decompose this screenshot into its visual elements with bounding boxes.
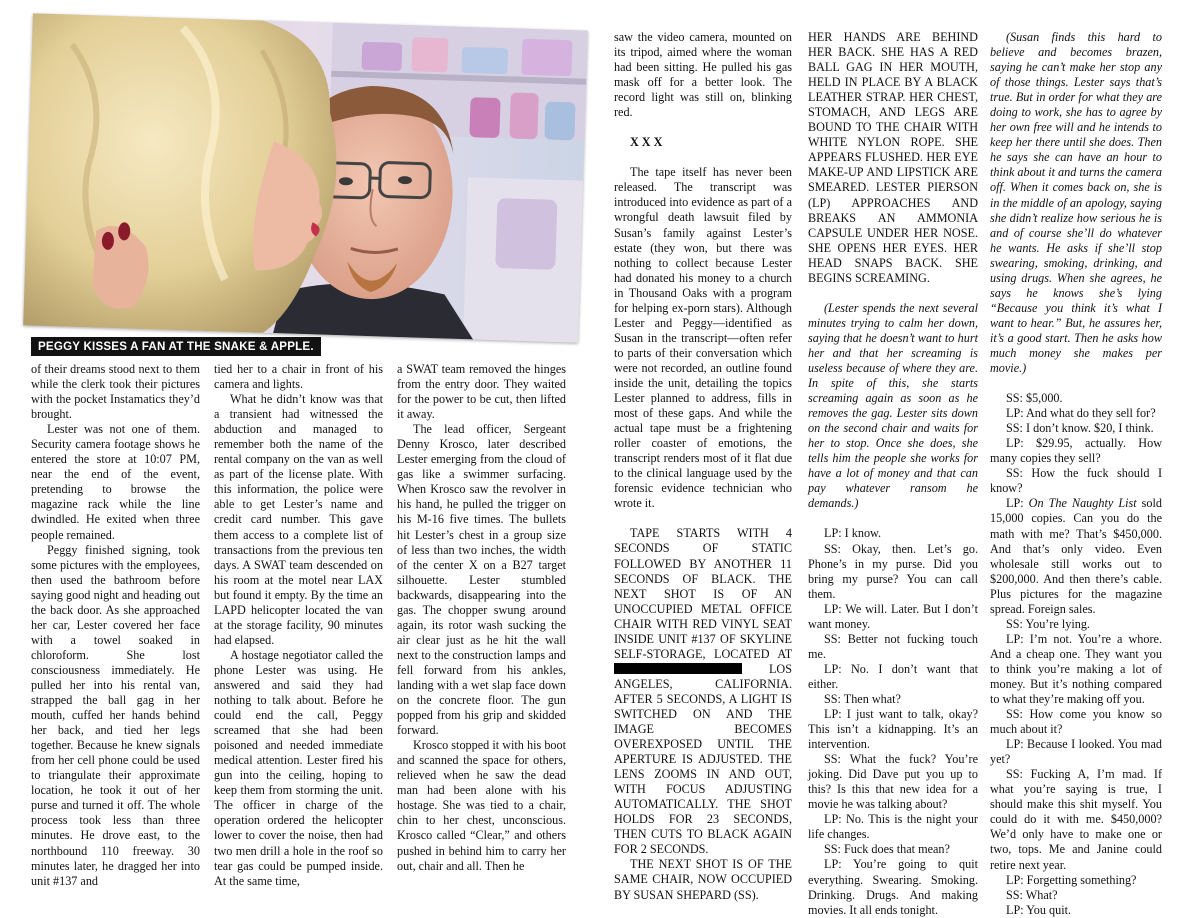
column-3 [397,362,566,824]
dialogue-line: LP: You quit. [990,903,1162,918]
dialogue-line: LP: And what do they sell for? [990,406,1162,421]
paragraph: What he didn’t know was that a transient had witnessed the abduction and managed to remember both the name of the rental company on the van as well as part of the license plate. With this information, the police were able to get Lester’s name and credit card number. This gave them access to a complete list of transactions from the previous ten days. A SWAT team descended on his room at the motel near LAX but found it empty. By the time an LAPD helicopter located the van at the storage facility, 90 minutes had elapsed. [214,392,383,648]
dialogue-line: LP: I know. [808,526,978,541]
dialogue-line: LP: Because I looked. You mad yet? [990,737,1162,767]
dialogue-line: LP: You’re going to quit everything. Swearing. Smoking. Drinking. Drugs. And making movies. It all ends tonight. [808,857,978,917]
transcript-summary: (Lester spends the next several minutes trying to calm her down, saying that he doesn’t want to hurt her and that her screaming is useless because of where they are. In spite of this, she starts screaming again as soon as he removes the gag. Lester sits down on the second chair and waits for her to stop. Once she does, she tells him the people she works for have a lot of money and that can pay whatever ransom he demands.) [808,301,978,512]
transcript-text: LOS ANGELES, CALIFORNIA. AFTER 5 SECONDS, A LIGHT IS SWITCHED ON AND THE IMAGE BECOMES OVEREXPOSED UNTIL THE APERTURE IS ADJUSTED. THE LENS ZOOMS IN AND OUT, WITH FOCUS ADJUSTING AUTOMATICALLY. THE SHOT HOLDS FOR 23 SECONDS, THEN CUTS TO BLACK AGAIN FOR 2 SECONDS. [614,662,792,857]
section-break: XXX [614,135,792,150]
dialogue-text: sold 15,000 copies. Can you do the math with me? That’s $450,000. And that’s only video. Even wholesale still works out to $200,000. And then there’s cable. Plus pictures for the magazine spread. Foreign sales. [990,496,1162,615]
paragraph: Krosco stopped it with his boot and scanned the space for others, relieved when he saw the dead man had been alone with his hostage. She was tied to a chair, chin to her chest, unconscious. Krosco called “Clear,” and others pushed in behind him to carry her out, chair and all. Then he [397,738,566,873]
dialogue-line: SS: Fucking A, I’m mad. If what you’re saying is true, I should make this shit myself. You could do it with me. $450,000? We’d only have to make one or two, tops. Me and Janine could retire next year. [990,767,1162,872]
redacted-address [614,663,742,674]
paragraph: The lead officer, Sergeant Denny Krosco, later described Lester emerging from the cloud of gas like a swimmer surfacing. When Krosco saw the revolver in his hand, he pulled the trigger on his M-16 five times. The bullets hit Lester’s chest in a group size of less than two inches, the width of the center X on a B27 target silhouette. Lester stumbled backwards, disappearing into the gas. The chopper swung around again, its rotor wash sucking the air clear just as he hit the wall next to the construction lamps and fell forward from his ankles, landing with a wet slap face down on the concrete floor. The gun popped from his grip and skidded forward. [397,422,566,738]
paragraph: tied her to a chair in front of his camera and lights. [214,362,383,392]
paragraph: Lester was not one of them. Security camera footage shows he entered the store at 10:07 PM, near the end of the event, pretending to browse the magazine rack while the line dwindled. He exited when three people remained. [31,422,200,542]
dialogue-line [990,496,1162,616]
dialogue-line: SS: Better not fucking touch me. [808,632,978,662]
dialogue-line: LP: $29.95, actually. How many copies they sell? [990,436,1162,466]
dialogue-line: LP: Forgetting something? [990,873,1162,888]
paragraph: Peggy finished signing, took some pictures with the employees, then used the bathroom before saying good night and heading out the back door. As she approached her car, Lester covered her face with a towel soaked in chloroform. She lost consciousness immediately. He pulled her into his rental van, strapped the ball gag in her mouth, cuffed her hands behind her back, and tied her legs together. Because he knew signals from her cell phone could be used to triangulate their approximate location, he took it out of her purse and turned it off. The whole process took less than three minutes. He drove east, to the northbound 110 freeway. 30 minutes later, he dragged her into unit #137 and [31,543,200,889]
movie-title: On The Naughty List [1029,496,1137,510]
dialogue-line: SS: Then what? [808,692,978,707]
speaker-label: LP: [1006,496,1029,510]
dialogue-line: SS: You’re lying. [990,617,1162,632]
paragraph: of their dreams stood next to them while the clerk took their pictures with the pocket Instamatics they’d brought. [31,362,200,422]
dialogue-line: SS: I don’t know. $20, I think. [990,421,1162,436]
photo-peggy-kissing-fan [23,13,588,342]
transcript-direction: THE NEXT SHOT IS OF THE SAME CHAIR, NOW OCCUPIED BY SUSAN SHEPARD (SS). [614,857,792,902]
dialogue-line: SS: Fuck does that mean? [808,842,978,857]
dialogue-line: SS: How come you know so much about it? [990,707,1162,737]
column-1 [31,362,200,824]
dialogue-line: SS: What the fuck? You’re joking. Did Dave put you up to this? Is this that new idea for a movie he was talking about? [808,752,978,812]
dialogue-line: LP: We will. Later. But I don’t want money. [808,602,978,632]
dialogue-line: SS: $5,000. [990,391,1162,406]
dialogue-line: LP: No. This is the night your life changes. [808,812,978,842]
dialogue-line: LP: I’m not. You’re a whore. And a cheap one. They want you to think you’re making a lot of money. But it’s nothing compared to what they’re making off you. [990,632,1162,707]
transcript-summary: (Susan finds this hard to believe and becomes brazen, saying he can’t make her stop any of those things. Lester says that’s true. But in order for what they are doing to work, she has to agree by her own free will and he intends to keep her there until she does. Then he says she can have an hour to think about it and turns the camera off. When it comes back on, she is in the middle of an apology, saying she didn’t realize how serious he is and of course she’ll do whatever he wants. He asks if she’ll stop swearing, smoking, drinking, and using drugs. When she agrees, he says he knows she’s lying “Because you think it’s what I want to hear.” But, he assures her, it’s a good start. Then he asks how much money she makes per movie.) [990,30,1162,376]
photo-illustration [23,13,588,342]
photo-caption: PEGGY KISSES A FAN AT THE SNAKE & APPLE. [31,337,321,356]
column-4 [614,30,792,826]
column-5 [808,30,978,826]
transcript-direction [614,526,792,857]
dialogue-line: LP: No. I don’t want that either. [808,662,978,692]
transcript-text: TAPE STARTS WITH 4 SECONDS OF STATIC FOLLOWED BY ANOTHER 11 SECONDS OF BLACK. THE NEXT SHOT IS OF AN UNOCCUPIED METAL OFFICE CHAIR WITH RED VINYL SEAT INSIDE UNIT #137 OF SKYLINE SELF-STORAGE, LOCATED AT [614,526,792,660]
paragraph: a SWAT team removed the hinges from the entry door. They waited for the power to be cut, then lifted it away. [397,362,566,422]
paragraph: A hostage negotiator called the phone Lester was using. He answered and said they had nothing to talk about. Before he could end the call, Peggy screamed that she had been poisoned and needed immediate medical attention. Lester fired his gun into the ceiling, hoping to keep them from storming the unit. The officer in charge of the operation ordered the helicopter lower to cover the noise, then had two men drill a hole in the roof so tear gas could be pumped inside. At the same time, [214,648,383,889]
dialogue-line: LP: I just want to talk, okay? This isn’t a kidnapping. It’s an intervention. [808,707,978,752]
paragraph: saw the video camera, mounted on its tripod, aimed where the woman had been sitting. He pulled his gas mask off for a better look. The record light was still on, blinking red. [614,30,792,120]
column-6 [990,30,1162,826]
column-2 [214,362,383,824]
dialogue-line: SS: What? [990,888,1162,903]
paragraph: The tape itself has never been released. The transcript was introduced into evidence as part of a wrongful death lawsuit filed by Susan’s family against Lester’s estate (they won, but there was nothing to collect because Lester had donated his money to a church in Thousand Oaks with a program for helping ex-porn stars). Although Lester and Peggy—identified as Susan in the transcript—often refer to parts of their conversation which were not recorded, an outline found inside the unit, detailing the topics Lester planned to address, fills in most of these gaps. And while the actual tape must be a frightening roller coaster of emotions, the transcript renders most of it flat due to the clinical language used by the forensic evidence technician who wrote it. [614,165,792,511]
dialogue-line: SS: How the fuck should I know? [990,466,1162,496]
transcript-direction: HER HANDS ARE BEHIND HER BACK. SHE HAS A RED BALL GAG IN HER MOUTH, HELD IN PLACE BY A BLACK LEATHER STRAP. HER CHEST, STOMACH, AND LEGS ARE BOUND TO THE CHAIR WITH WHITE NYLON ROPE. SHE APPEARS FLUSHED. HER EYE MAKE-UP AND LIPSTICK ARE SMEARED. LESTER PIERSON (LP) APPROACHES AND BREAKS AN AMMONIA CAPSULE UNDER HER NOSE. SHE OPENS HER EYES. HER HEAD SNAPS BACK. SHE BEGINS SCREAMING. [808,30,978,286]
dialogue-line: SS: Okay, then. Let’s go. Phone’s in my purse. Did you bring my purse? You can call them. [808,542,978,602]
